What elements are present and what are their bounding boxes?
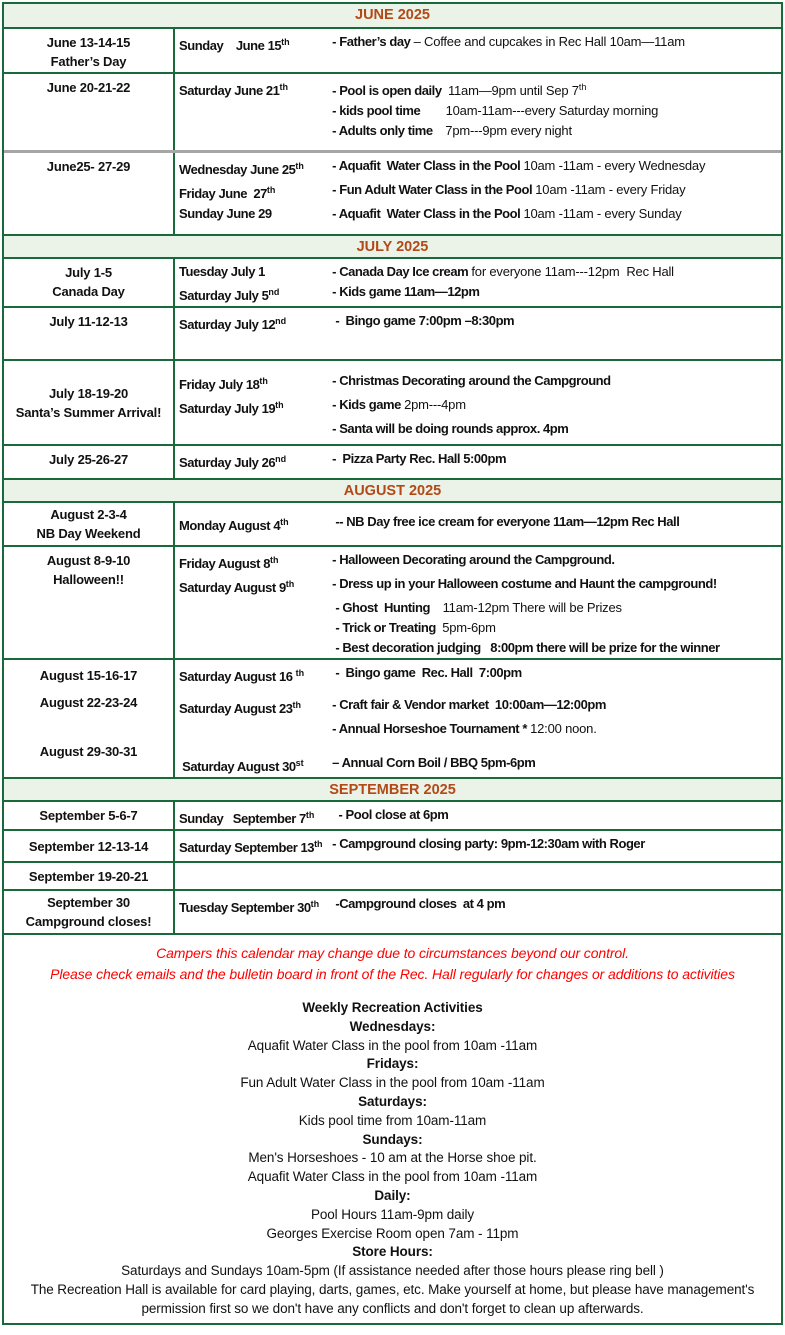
date-range-label: Campground closes! [25,914,152,929]
date-range-cell [4,802,175,829]
event-line [179,753,781,777]
event-details-cell [175,29,781,72]
notice-line: Campers this calendar may change due to circumstances beyond our control. [156,945,629,961]
ordinal-suffix: th [281,37,290,47]
event-description [329,121,572,141]
event-row [4,829,781,861]
event-details-cell [175,446,781,478]
ordinal-suffix: th [292,700,302,710]
event-date [179,204,329,224]
weekly-activity-line: Aquafit Water Class in the pool from 10am -11am [247,1169,538,1185]
ordinal-suffix: th [314,839,323,849]
text-segment: Saturday July 12 [179,317,276,332]
text-segment: 10am -11am - every Sunday [523,206,682,221]
date-range-cell [4,153,175,234]
event-date [179,695,329,719]
date-range-cell [4,259,175,306]
text-segment: 7pm---9pm every night [445,123,572,138]
event-date [179,512,329,536]
event-row [4,503,781,545]
text-segment: - Santa will be doing rounds approx. 4pm [329,421,569,436]
event-description [329,77,586,101]
text-segment: Sunday June 29 [179,206,272,221]
date-range-label: Halloween!! [53,572,124,587]
month-header: SEPTEMBER 2025 [4,777,781,802]
event-row [4,802,781,829]
event-details-cell [175,831,781,861]
event-details-cell [175,660,781,777]
text-segment: - Kids game [329,397,405,412]
event-line [179,598,781,618]
text-segment: 10am -11am - every Wednesday [523,158,706,173]
ordinal-suffix: th [295,161,304,171]
text-segment: - Father’s day [329,34,414,49]
ordinal-suffix: th [270,555,279,565]
event-line [179,77,781,101]
event-date [179,598,329,618]
event-description [329,371,611,395]
weekly-day-heading: Wednesdays: [349,1018,436,1034]
text-segment: - Dress up in your Halloween costume and Haunt the campground! [329,576,717,591]
event-line [179,663,781,687]
event-details-cell [175,259,781,306]
weekly-activity-line: Men's Horseshoes - 10 am at the Horse shoe pit. [248,1150,537,1166]
event-description [329,574,717,598]
event-date [179,719,329,739]
date-range-label: August 29-30-31 [39,744,138,759]
text-segment: - Fun Adult Water Class in the Pool [329,182,536,197]
event-line [179,101,781,121]
event-description [329,32,685,56]
weekly-activities-section [4,999,781,1319]
event-line [179,311,781,335]
text-segment: Saturday August 30 [179,759,296,774]
event-date [179,311,329,335]
event-details-cell [175,153,781,234]
event-date [179,262,329,282]
event-line [179,204,781,224]
date-range-label: September 19-20-21 [28,869,149,884]
event-row [4,306,781,359]
event-date [179,121,329,141]
event-row [4,150,781,234]
event-row [4,72,781,150]
text-segment: Monday August 4 [179,518,281,533]
text-segment: Saturday July 5 [179,288,269,303]
event-line [179,32,781,56]
weekly-activity-line: Aquafit Water Class in the pool from 10am -11am [247,1037,538,1053]
event-description [329,101,658,121]
event-date [179,618,329,638]
event-date [179,419,329,439]
text-segment: -- NB Day free ice cream for everyone 11am—12pm Rec Hall [329,514,680,529]
date-range-label: September 30 [47,895,130,910]
event-row [4,444,781,478]
ordinal-suffix: th [285,579,295,589]
date-range-label: July 11-12-13 [49,314,128,329]
weekly-activity-line: The Recreation Hall is available for card playing, darts, games, etc. Make yourself at home, but please have management's permission first so we don't have any conflicts and don't forget to clean up afterwards. [30,1281,755,1316]
text-segment: Saturday August 9 [179,580,286,595]
event-description [329,598,622,618]
text-segment: - Bingo game Rec. Hall 7:00pm [329,665,522,680]
footer-notes-cell [4,933,781,1323]
ordinal-suffix: st [295,758,304,768]
date-range-cell [4,503,175,545]
event-line [179,156,781,180]
text-segment: 10am -11am - every Friday [535,182,686,197]
event-line [179,262,781,282]
date-range-cell [4,863,175,889]
text-segment: Sunday September 7 [179,811,306,826]
text-segment: for everyone 11am---12pm Rec Hall [471,264,674,279]
ordinal-suffix: th [280,517,289,527]
event-description [329,663,522,687]
event-line [179,121,781,141]
event-line [179,395,781,419]
weekly-day-heading: Store Hours: [352,1244,433,1260]
event-date [179,805,329,829]
date-range-cell [4,29,175,72]
date-range-cell [4,547,175,658]
events-calendar-table [2,2,783,1325]
text-segment: - Trick or Treating [329,620,443,635]
date-range-label: June 13-14-15 [46,35,131,50]
event-line [179,719,781,739]
ordinal-suffix: nd [268,287,280,297]
text-segment: 5pm-6pm [442,620,496,635]
event-description [329,695,606,719]
event-row [4,861,781,889]
text-segment: - Aquafit Water Class in the Pool [329,158,524,173]
date-range-cell [4,74,175,150]
date-range-label: August 15-16-17 [39,668,138,683]
text-segment: 12:00 noon. [530,721,597,736]
event-line [179,180,781,204]
event-details-cell [175,308,781,359]
event-date [179,550,329,574]
event-row [4,359,781,444]
text-segment: 11am—9pm until Sep 7 [447,83,579,98]
text-segment: - Annual Horseshoe Tournament * [329,721,531,736]
event-description [329,419,568,439]
weekly-day-heading: Saturdays: [358,1093,427,1109]
event-description [329,311,514,335]
event-line [179,805,781,829]
month-header: JUNE 2025 [4,4,781,29]
ordinal-suffix: th [259,376,268,386]
ordinal-suffix: th [275,400,284,410]
ordinal-suffix: nd [275,454,287,464]
event-date [179,663,329,687]
event-description [329,395,466,419]
ordinal-suffix: nd [275,316,287,326]
text-segment: - Best decoration judging 8:00pm there will be prize for the winner [329,640,720,655]
text-segment: - Ghost Hunting [329,600,443,615]
text-segment: 2pm---4pm [404,397,466,412]
event-description [329,638,720,658]
ordinal-suffix: th [305,810,315,820]
event-date [179,101,329,121]
date-range-cell [4,308,175,359]
event-details-cell [175,503,781,545]
text-segment: - Adults only time [329,123,446,138]
event-row [4,889,781,933]
event-date [179,753,329,777]
weekly-day-heading: Fridays: [366,1056,419,1072]
date-range-label: June 20-21-22 [46,80,131,95]
text-segment: - kids pool time [329,103,446,118]
weekly-activity-line: Kids pool time from 10am-11am [298,1112,487,1128]
event-description [329,894,505,918]
event-description [329,282,480,306]
text-segment: - Pool is open daily [329,83,448,98]
event-date [179,77,329,101]
event-date [179,371,329,395]
event-line [179,638,781,658]
text-segment: – Annual Corn Boil / BBQ 5pm-6pm [329,755,536,770]
month-header: AUGUST 2025 [4,478,781,503]
ordinal-suffix: th [310,899,320,909]
date-range-label: July 1-5 [65,265,112,280]
event-description [329,204,682,224]
text-segment: - Christmas Decorating around the Campground [329,373,611,388]
event-details-cell [175,891,781,933]
notice-line: Please check emails and the bulletin board in front of the Rec. Hall regularly for changes or additions to activities [50,966,735,982]
date-range-label: July 18-19-20 [48,385,129,401]
text-segment: - Pool close at 6pm [329,807,449,822]
date-range-label: August 2-3-4 [50,507,127,522]
ordinal-suffix: th [295,668,305,678]
text-segment: Wednesday June 25 [179,162,296,177]
date-range-cell [4,660,175,777]
text-segment: – Coffee and cupcakes in Rec Hall 10am—11am [413,34,685,49]
ordinal-suffix: th [266,185,276,195]
event-details-cell [175,863,781,889]
event-description [329,805,448,829]
event-line [179,834,781,858]
event-date [179,834,329,858]
text-segment: 10am-11am---every Saturday morning [445,103,659,118]
date-range-label: September 5-6-7 [39,808,138,823]
date-range-label: June25- 27-29 [46,159,131,174]
text-segment: - Campground closing party: 9pm-12:30am with Roger [329,836,645,851]
weekly-activity-line: Fun Adult Water Class in the pool from 10am -11am [240,1075,545,1091]
event-description [329,156,705,180]
date-range-cell [4,361,175,444]
event-date [179,894,329,918]
event-date [179,32,329,56]
text-segment: - Canada Day Ice cream [329,264,472,279]
date-range-label: NB Day Weekend [36,526,141,541]
event-line [179,419,781,439]
event-details-cell [175,74,781,150]
event-description [329,753,535,777]
event-description [329,618,496,638]
text-segment: Tuesday September 30 [179,900,311,915]
date-range-cell [4,891,175,933]
event-row [4,29,781,72]
text-segment: -Campground closes at 4 pm [329,896,506,911]
event-date [179,395,329,419]
event-date [179,156,329,180]
weekly-activity-line: Pool Hours 11am-9pm daily [310,1206,475,1222]
event-line [179,618,781,638]
date-range-label: Santa’s Summer Arrival! [15,404,162,420]
event-date [179,638,329,658]
event-description [329,834,645,858]
date-range-label: Father’s Day [50,54,127,69]
text-segment: Friday August 8 [179,556,271,571]
event-date [179,282,329,306]
text-segment: Friday June 27 [179,186,267,201]
text-segment: Saturday September 13 [179,840,315,855]
text-segment: Saturday July 26 [179,455,276,470]
ordinal-suffix: th [279,82,288,92]
event-line [179,282,781,306]
text-segment: - Kids game 11am—12pm [329,284,480,299]
weekly-day-heading: Sundays: [362,1131,423,1147]
event-line [179,695,781,719]
ordinal-suffix: th [578,82,587,92]
event-line [179,894,781,918]
date-range-cell [4,831,175,861]
event-description [329,262,674,282]
event-line [179,550,781,574]
text-segment: Tuesday July 1 [179,264,265,279]
event-date [179,449,329,473]
date-range-label: August 22-23-24 [39,695,138,710]
date-range-cell [4,446,175,478]
event-line [179,574,781,598]
text-segment: Sunday June 15 [179,38,282,53]
event-description [329,550,615,574]
text-segment: Saturday August 16 [179,669,296,684]
event-description [329,512,679,536]
date-range-label: August 8-9-10 [46,553,131,568]
weekly-activities-title: Weekly Recreation Activities [302,1000,483,1015]
text-segment: - Halloween Decorating around the Campground. [329,552,615,567]
event-details-cell [175,547,781,658]
text-segment: Saturday August 23 [179,701,293,716]
event-row [4,658,781,777]
text-segment: - Bingo game 7:00pm –8:30pm [329,313,515,328]
event-date [179,180,329,204]
weekly-activity-line: Saturdays and Sundays 10am-5pm (If assistance needed after those hours please ring bell ) [121,1263,664,1279]
text-segment: Saturday July 19 [179,401,276,416]
text-segment: Friday July 18 [179,377,260,392]
event-row [4,545,781,658]
text-segment: 11am-12pm There will be Prizes [442,600,622,615]
event-description [329,449,506,473]
text-segment: - Pizza Party Rec. Hall 5:00pm [329,451,507,466]
text-segment: Saturday June 21 [179,83,280,98]
event-line [179,449,781,473]
date-range-label: July 25-26-27 [48,452,129,467]
text-segment: - Craft fair & Vendor market 10:00am—12:00pm [329,697,606,712]
event-description [329,719,597,739]
event-details-cell [175,802,781,829]
date-range-label: September 12-13-14 [28,838,149,854]
weekly-day-heading: Daily: [374,1187,411,1203]
text-segment: - Aquafit Water Class in the Pool [329,206,524,221]
event-line [179,512,781,536]
event-date [179,574,329,598]
month-header: JULY 2025 [4,234,781,259]
event-line [179,371,781,395]
event-row [4,259,781,306]
weekly-activity-line: Georges Exercise Room open 7am - 11pm [266,1225,519,1241]
event-details-cell [175,361,781,444]
date-range-label: Canada Day [52,284,125,299]
event-description [329,180,685,204]
